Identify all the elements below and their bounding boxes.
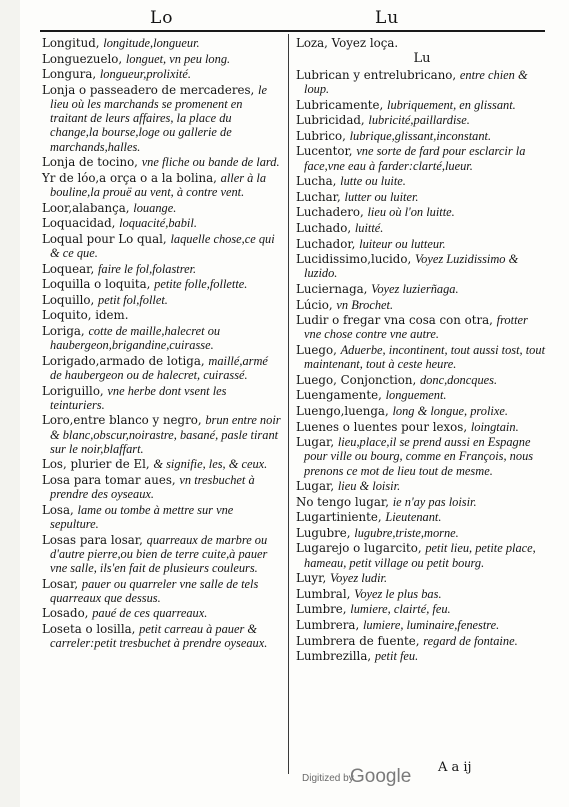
- entry-translation: pauer ou quarreler vne salle de tels quarreaux que dessus.: [50, 576, 259, 605]
- entry-headword: Lubricidad,: [296, 113, 365, 128]
- dictionary-entry: [296, 649, 548, 663]
- entry-translation: longueur,prolixité.: [99, 67, 191, 82]
- entry-translation: brun entre noir & blanc,obscur,noirastre, basané, pasle tirant sur le noir,blaffart.: [50, 413, 281, 456]
- entry-headword: Lumbrera,: [296, 618, 360, 633]
- dictionary-entry: [296, 36, 548, 50]
- dictionary-entry: [42, 354, 282, 382]
- entry-translation: loingtain.: [470, 419, 519, 434]
- entry-headword: Losa para tomar aues,: [42, 472, 176, 487]
- dictionary-entry: [296, 144, 548, 172]
- dictionary-entry: [42, 52, 282, 66]
- entry-translation: Aduerbe, incontinent, tout aussi tost, tout maintenant, tout à ceste heure.: [304, 342, 546, 372]
- dictionary-entry: [42, 171, 282, 199]
- entry-translation: louange.: [133, 200, 177, 215]
- entry-headword: Losado,: [42, 606, 89, 621]
- entry-headword: Lubrican y entrelubricano,: [296, 67, 457, 82]
- dictionary-entry: [42, 473, 282, 501]
- dictionary-entry: [296, 373, 548, 387]
- entry-translation: lubriquement, en glissant.: [387, 97, 516, 112]
- entry-translation: Voyez Luzidissimo & luzido.: [304, 252, 519, 281]
- google-watermark: Google: [350, 766, 412, 787]
- entry-translation: lumiere, clairté, feu.: [350, 602, 451, 617]
- entry-translation: vne herbe dont vsent les teinturiers.: [50, 383, 227, 412]
- dictionary-entry: [296, 174, 548, 188]
- entry-headword: Loseta o losilla,: [42, 621, 136, 636]
- digitized-by-label: Digitized by: [302, 773, 354, 784]
- entry-translation: & signifie, les, & ceux.: [153, 457, 268, 472]
- dictionary-entry: [42, 622, 282, 650]
- entry-headword: Luengo,luenga,: [296, 403, 389, 418]
- entry-headword: Loquillo,: [42, 292, 95, 307]
- entry-translation: maillé,armé de haubergeon ou de halecret, cuirassé.: [50, 353, 268, 382]
- entry-headword: Lugartiniente,: [296, 510, 382, 525]
- entry-translation: lubricité,paillardise.: [368, 113, 470, 128]
- entry-headword: Lubricamente,: [296, 97, 384, 112]
- entry-translation: lutter ou luiter.: [344, 189, 419, 204]
- entry-translation: vne fliche ou bande de lard.: [141, 155, 280, 170]
- entry-translation: regard de fontaine.: [423, 633, 518, 648]
- entry-headword: Lorigado,armado de lotiga,: [42, 353, 205, 368]
- entry-headword: Losar,: [42, 576, 79, 591]
- entry-headword: Longitud,: [42, 36, 100, 50]
- dictionary-entry: [42, 201, 282, 215]
- entry-headword: Loro,entre blanco y negro,: [42, 413, 202, 428]
- entry-headword: Loza, Voyez loça.: [296, 36, 399, 50]
- dictionary-entry: [296, 404, 548, 418]
- entry-headword: Luego, Conjonction,: [296, 372, 417, 387]
- dictionary-entry: [296, 98, 548, 112]
- entry-translation: laquelle chose,ce qui & ce que.: [50, 231, 275, 260]
- dictionary-entry: [42, 503, 282, 531]
- dictionary-entry: [296, 618, 548, 632]
- entry-headword: Loriguillo,: [42, 383, 104, 398]
- entry-headword: Luchadero,: [296, 205, 364, 220]
- dictionary-entry: [296, 205, 548, 219]
- entry-headword: Lugarejo o lugarcito,: [296, 541, 422, 556]
- running-header-left: Lo: [150, 8, 174, 28]
- entry-translation: longuet, vn peu long.: [125, 51, 231, 66]
- column-divider: [288, 34, 289, 774]
- entry-translation: aller à la bouline,la prouë au vent, à contre vent.: [50, 170, 267, 199]
- dictionary-entry: [42, 308, 282, 322]
- entry-headword: No tengo lugar,: [296, 494, 389, 509]
- entry-headword: Longuezuelo,: [42, 51, 123, 66]
- entry-translation: faire le fol,folastrer.: [97, 261, 197, 276]
- dictionary-entry: [42, 293, 282, 307]
- entry-translation: cotte de maille,halecret ou haubergeon,brigandine,cuirasse.: [50, 323, 221, 353]
- entry-translation: lame ou tombe à mettre sur vne sepulture.: [50, 502, 234, 531]
- entry-headword: Luchador,: [296, 236, 356, 251]
- entry-translation: petit fol,follet.: [98, 292, 168, 307]
- entry-translation: luiteur ou lutteur.: [359, 236, 446, 251]
- entry-translation: lieu où l'on luitte.: [367, 205, 455, 220]
- dictionary-entry: [296, 541, 548, 569]
- entry-headword: Lúcio,: [296, 297, 333, 312]
- header-rule: [40, 30, 545, 32]
- entry-translation: ie n'ay pas loisir.: [392, 494, 477, 509]
- dictionary-entry: [296, 343, 548, 371]
- dictionary-entry: [296, 602, 548, 616]
- dictionary-entry: [296, 282, 548, 296]
- entry-translation: luitté.: [354, 220, 384, 235]
- entry-translation: entre chien & loup.: [304, 67, 528, 96]
- dictionary-entry: [42, 232, 282, 260]
- entry-headword: Lugar,: [296, 479, 335, 494]
- entry-translation: Voyez luzierñaga.: [371, 281, 459, 296]
- entry-translation: petit feu.: [374, 649, 419, 664]
- dictionary-entry: [42, 606, 282, 620]
- entry-translation: lieu,place,il se prend aussi en Espagne pour ville ou bourg, comme en François, nous prenons ce mot de lieu tout de mesme.: [304, 435, 534, 478]
- entry-headword: Lumbre,: [296, 602, 347, 617]
- entry-headword: Loquacidad,: [42, 216, 116, 231]
- entry-translation: lumiere, luminaire,fenestre.: [362, 618, 500, 633]
- entry-headword: Lucentor,: [296, 144, 353, 159]
- dictionary-entry: [296, 129, 548, 143]
- entry-headword: Lubrico,: [296, 128, 346, 143]
- entry-headword: Loriga,: [42, 323, 85, 338]
- entry-translation: Voyez ludir.: [329, 571, 388, 586]
- dictionary-entry: [296, 587, 548, 601]
- entry-translation: vne sorte de fard pour esclarcir la face,vne eau à farder:clarté,lueur.: [304, 144, 526, 173]
- entry-translation: le lieu où les marchands se promenent en traitant de leurs affaires, la place du change,la bourse,loge ou gallerie de marchands,halles.: [50, 82, 267, 154]
- entry-translation: Lieutenant.: [385, 510, 442, 525]
- entry-headword: Luyr,: [296, 571, 327, 586]
- entry-headword: Losas para losar,: [42, 532, 143, 547]
- dictionary-entry: [296, 252, 548, 280]
- entry-translation: lubrique,glissant,inconstant.: [349, 128, 492, 143]
- entry-translation: long & longue, prolixe.: [392, 403, 508, 418]
- entry-headword: Lucidissimo,lucido,: [296, 252, 412, 267]
- entry-headword: Loquilla o loquita,: [42, 277, 151, 292]
- entry-headword: Loquito, idem.: [42, 308, 129, 323]
- dictionary-entry: [42, 36, 282, 50]
- entry-translation: petit carreau à pauer & carreler:petit tresbuchet à prendre oyseaux.: [50, 621, 268, 651]
- entry-translation: donc,doncques.: [419, 372, 498, 387]
- entry-headword: Lonja de tocino,: [42, 155, 138, 170]
- entry-translation: quarreaux de marbre ou d'autre pierre,ou bien de terre cuite,à pauer vne salle, ils'en fait de plusieurs couleurs.: [50, 532, 268, 575]
- entry-translation: petite folle,follette.: [154, 277, 248, 292]
- dictionary-entry: [296, 420, 548, 434]
- dictionary-entry: [296, 495, 548, 509]
- entry-translation: frotter vne chose contre vne autre.: [304, 313, 528, 342]
- entry-headword: Longura,: [42, 67, 97, 82]
- entry-headword: Luenes o luentes pour lexos,: [296, 419, 468, 434]
- entry-headword: Luchado,: [296, 220, 352, 235]
- dictionary-entry: [42, 457, 282, 471]
- left-column: [42, 36, 282, 652]
- entry-translation: petit lieu, petite place, hameau, petit village ou petit bourg.: [304, 541, 536, 570]
- dictionary-entry: [42, 155, 282, 169]
- signature-mark: A a ij: [438, 760, 472, 775]
- dictionary-entry: [296, 113, 548, 127]
- dictionary-entry: [296, 68, 548, 96]
- dictionary-entry: [296, 298, 548, 312]
- dictionary-entry: [42, 67, 282, 81]
- dictionary-entry: [42, 324, 282, 352]
- entry-headword: Luengamente,: [296, 388, 382, 403]
- page-margin-shadow: [0, 0, 20, 807]
- dictionary-entry: [296, 237, 548, 251]
- section-mark: Lu: [413, 50, 431, 66]
- right-column: [296, 36, 548, 665]
- dictionary-entry: [296, 313, 548, 341]
- entry-headword: Lugubre,: [296, 525, 351, 540]
- entry-headword: Luego,: [296, 342, 337, 357]
- entry-headword: Luciernaga,: [296, 281, 368, 296]
- dictionary-entry: [296, 526, 548, 540]
- entry-headword: Lugar,: [296, 435, 335, 450]
- entry-headword: Lumbral,: [296, 586, 351, 601]
- entry-translation: lieu & loisir.: [337, 479, 401, 494]
- dictionary-entry: [296, 435, 548, 478]
- entry-headword: Lucha,: [296, 174, 337, 189]
- entry-translation: lutte ou luite.: [340, 174, 406, 189]
- entry-headword: Yr de lóo,a orça o a la bolina,: [42, 170, 217, 185]
- dictionary-entry: [42, 83, 282, 154]
- entry-headword: Lonja o passeadero de mercaderes,: [42, 82, 255, 97]
- dictionary-entry: [42, 262, 282, 276]
- dictionary-entry: [296, 388, 548, 402]
- dictionary-entry: [296, 634, 548, 648]
- entry-translation: paué de ces quarreaux.: [92, 606, 208, 621]
- entry-translation: longuement.: [385, 388, 447, 403]
- dictionary-entry: [42, 277, 282, 291]
- entry-headword: Ludir o fregar vna cosa con otra,: [296, 313, 493, 328]
- entry-translation: vn tresbuchet à prendre des oyseaux.: [50, 472, 255, 502]
- entry-headword: Lumbrera de fuente,: [296, 633, 420, 648]
- entry-translation: longitude,longueur.: [103, 36, 200, 50]
- entry-headword: Luchar,: [296, 189, 341, 204]
- dictionary-entry: [296, 190, 548, 204]
- entry-headword: Los, plurier de El,: [42, 457, 150, 472]
- entry-headword: Loquear,: [42, 261, 95, 276]
- entry-headword: Lumbrezilla,: [296, 649, 372, 664]
- dictionary-entry: [42, 577, 282, 605]
- running-header-right: Lu: [375, 8, 400, 28]
- entry-translation: Voyez le plus bas.: [354, 586, 442, 601]
- entry-headword: Loor,alabança,: [42, 200, 130, 215]
- dictionary-entry: [296, 571, 548, 585]
- dictionary-entry: [296, 221, 548, 235]
- dictionary-entry: [42, 384, 282, 412]
- entry-translation: lugubre,triste,morne.: [354, 525, 459, 540]
- entry-headword: Loqual pour Lo qual,: [42, 231, 167, 246]
- entry-translation: loquacité,babil.: [119, 216, 197, 231]
- dictionary-entry: [42, 533, 282, 576]
- dictionary-entry: [296, 510, 548, 524]
- dictionary-entry: [42, 413, 282, 456]
- dictionary-entry: [42, 216, 282, 230]
- entry-headword: Losa,: [42, 502, 74, 517]
- entry-translation: vn Brochet.: [336, 297, 394, 312]
- dictionary-entry: [296, 479, 548, 493]
